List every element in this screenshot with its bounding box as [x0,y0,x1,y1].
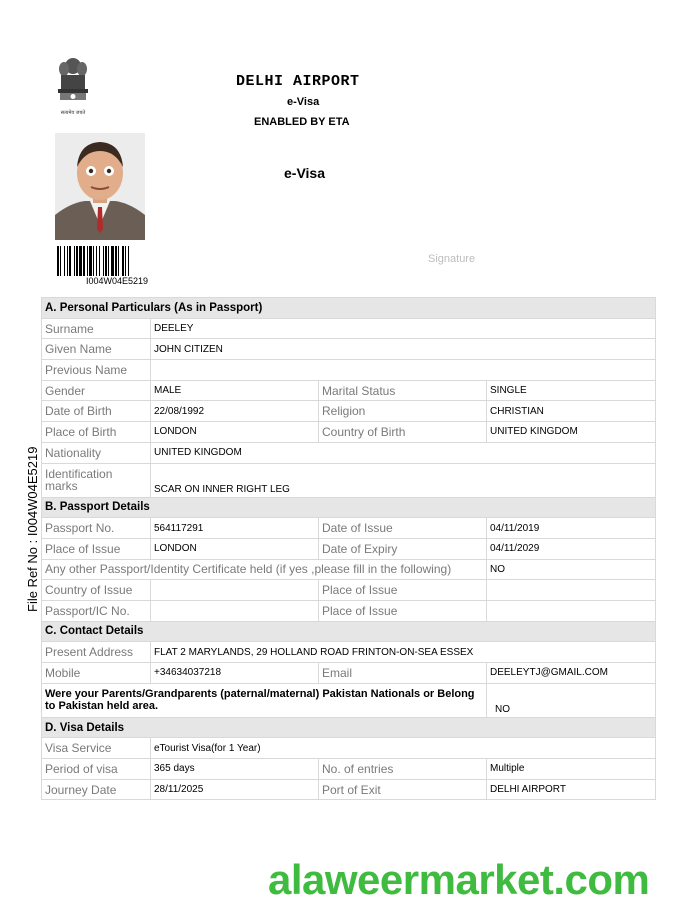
enabled-by-eta: ENABLED BY ETA [254,116,350,128]
visa-details-table [41,297,656,800]
nationality-value: UNITED KINGDOM [151,442,656,463]
barcode-number: I004W04E5219 [86,276,149,286]
table-row [42,738,656,759]
table-row [42,600,656,621]
given-name-label: Given Name [42,339,151,360]
table-row [42,580,656,601]
signature-placeholder: Signature [428,253,476,265]
country-of-issue-label: Country of Issue [42,580,151,601]
table-row [42,442,656,463]
place-of-issue-2-label: Place of Issue [319,580,487,601]
emblem-caption: सत्यमेव जयते [60,110,86,116]
email-value: DEELEYTJ@GMAIL.COM [487,663,656,684]
marital-status-value: SINGLE [487,380,656,401]
period-of-visa-label: Period of visa [42,759,151,780]
barcode [57,246,207,276]
port-of-exit-value: DELHI AIRPORT [487,779,656,800]
date-of-issue-label: Date of Issue [319,518,487,539]
table-row [42,683,656,717]
mobile-value: +34634037218 [151,663,319,684]
identification-marks-label: Identification marks [42,463,151,497]
dob-value: 22/08/1992 [151,401,319,422]
period-of-visa-value: 365 days [151,759,319,780]
gender-label: Gender [42,380,151,401]
no-of-entries-label: No. of entries [319,759,487,780]
cob-value: UNITED KINGDOM [487,422,656,443]
place-of-issue-2-value [487,580,656,601]
page-subtitle: e-Visa [287,96,320,108]
given-name-value: JOHN CITIZEN [151,339,656,360]
religion-label: Religion [319,401,487,422]
section-row [42,298,656,319]
visa-service-label: Visa Service [42,738,151,759]
previous-name-value [151,360,656,381]
table-row [42,380,656,401]
table-row [42,318,656,339]
no-of-entries-value: Multiple [487,759,656,780]
passport-no-value: 564117291 [151,518,319,539]
port-of-exit-label: Port of Exit [319,779,487,800]
journey-date-value: 28/11/2025 [151,779,319,800]
table-row [42,463,656,497]
place-of-issue-label: Place of Issue [42,538,151,559]
cob-label: Country of Birth [319,422,487,443]
place-of-issue-3-label: Place of Issue [319,600,487,621]
table-row [42,759,656,780]
surname-value: DEELEY [151,318,656,339]
date-of-expiry-value: 04/11/2029 [487,538,656,559]
date-of-expiry-label: Date of Expiry [319,538,487,559]
section-header-personal: A. Personal Particulars (As in Passport) [42,298,656,319]
present-address-value: FLAT 2 MARYLANDS, 29 HOLLAND ROAD FRINTON-ON-SEA ESSEX [151,642,656,663]
section-header-contact: C. Contact Details [42,621,656,642]
page-title: DELHI AIRPORT [236,73,360,90]
nationality-label: Nationality [42,442,151,463]
section-row [42,497,656,518]
table-row [42,559,656,580]
passport-ic-value [151,600,319,621]
country-of-issue-value [151,580,319,601]
marital-status-label: Marital Status [319,380,487,401]
emblem-logo [54,56,92,118]
other-passport-value: NO [487,559,656,580]
religion-value: CHRISTIAN [487,401,656,422]
table-row [42,401,656,422]
table-row [42,339,656,360]
watermark-text: alaweermarket.com [268,856,650,903]
section-header-passport: B. Passport Details [42,497,656,518]
table-row [42,538,656,559]
gender-value: MALE [151,380,319,401]
file-ref-vertical: File Ref No : I004W04E5219 [25,446,40,612]
passport-no-label: Passport No. [42,518,151,539]
pob-label: Place of Birth [42,422,151,443]
table-row [42,642,656,663]
table-row [42,779,656,800]
table-row [42,518,656,539]
section-row [42,621,656,642]
section-row [42,717,656,738]
table-row [42,663,656,684]
pakistan-question: Were your Parents/Grandparents (paternal/maternal) Pakistan Nationals or Belong to Pakistan held area. [42,683,487,717]
applicant-photo [55,133,145,240]
passport-ic-label: Passport/IC No. [42,600,151,621]
place-of-issue-value: LONDON [151,538,319,559]
mobile-label: Mobile [42,663,151,684]
present-address-label: Present Address [42,642,151,663]
evisa-heading: e-Visa [284,165,325,181]
pakistan-answer: NO [487,683,656,717]
date-of-issue-value: 04/11/2019 [487,518,656,539]
pob-value: LONDON [151,422,319,443]
previous-name-label: Previous Name [42,360,151,381]
surname-label: Surname [42,318,151,339]
identification-marks-value: SCAR ON INNER RIGHT LEG [151,463,656,497]
table-row [42,360,656,381]
journey-date-label: Journey Date [42,779,151,800]
other-passport-label: Any other Passport/Identity Certificate held (if yes ,please fill in the following) [42,559,487,580]
section-header-visa: D. Visa Details [42,717,656,738]
place-of-issue-3-value [487,600,656,621]
visa-service-value: eTourist Visa(for 1 Year) [151,738,656,759]
dob-label: Date of Birth [42,401,151,422]
email-label: Email [319,663,487,684]
table-row [42,422,656,443]
